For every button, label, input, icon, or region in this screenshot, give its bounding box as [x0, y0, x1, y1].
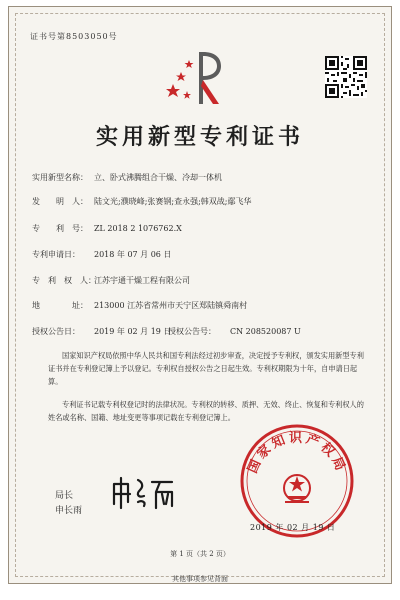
handwritten-signature-icon: [108, 472, 178, 512]
field-label: 专利申请日：: [32, 250, 80, 259]
field-application-date: [32, 249, 171, 260]
director-name-label: 申长雨: [55, 506, 83, 516]
field-inventors: [32, 196, 251, 207]
certificate-title: 实用新型专利证书: [95, 124, 304, 150]
field-value: 2018 年 07 月 06 日: [94, 250, 172, 259]
certificate-number: 证书号第8503050号: [30, 32, 118, 41]
seal-text: 国家知识产权局: [245, 431, 349, 476]
field-value: CN 208520087 U: [230, 327, 301, 336]
field-label: 授权公告号：: [168, 327, 216, 336]
field-address: [32, 300, 247, 311]
field-label: 专 利 权 人：: [32, 276, 96, 285]
field-value: 213000 江苏省常州市天宁区郑陆镇舜南村: [94, 301, 248, 310]
field-value: 陆文光;濮晓峰;张赛钢;查永强;韩双战;鄢飞华: [94, 197, 252, 206]
field-utility-model-name: [32, 172, 222, 183]
field-value: ZL 2018 2 1076762.X: [94, 224, 182, 233]
field-patentee: [32, 275, 190, 286]
field-label: 专 利 号：: [32, 224, 88, 233]
body-paragraph-grant: 国家知识产权局依照中华人民共和国专利法经过初步审查，决定授予专利权，颁发实用新型专利证书并在专利登记簿上予以登记。专利权自授权公告之日起生效。专利权期限为十年，自申请日起算。: [48, 351, 364, 386]
field-label: 地 址：: [32, 301, 88, 310]
field-label: 发 明 人：: [32, 197, 88, 206]
field-value: 江苏宇通干燥工程有限公司: [94, 276, 190, 285]
patent-office-logo-icon: [163, 44, 229, 110]
page-indicator: 第 1 页（共 2 页）: [170, 550, 230, 558]
qr-code-icon: [325, 56, 367, 98]
seal-date: 2019 年 02 月 19 日: [250, 523, 336, 532]
field-grant-announcement-date: [32, 326, 171, 337]
field-label: 实用新型名称：: [32, 173, 88, 182]
field-patent-number: [32, 223, 182, 234]
footer-note: 其他事项参见背面: [172, 575, 228, 583]
director-title-label: 局长: [55, 491, 74, 501]
field-value: 2019 年 02 月 19 日: [94, 327, 172, 336]
body-paragraph-legal-status: 专利证书记载专利权登记时的法律状况。专利权的转移、质押、无效、终止、恢复和专利权人的姓名或名称、国籍、地址变更等事项记载在专利登记簿上。: [48, 400, 364, 422]
svg-text:国家知识产权局: [244, 430, 348, 476]
field-value: 立、卧式沸腾组合干燥、冷却一体机: [94, 173, 222, 182]
field-label: 授权公告日：: [32, 327, 80, 336]
field-grant-announcement-number: [168, 326, 301, 337]
